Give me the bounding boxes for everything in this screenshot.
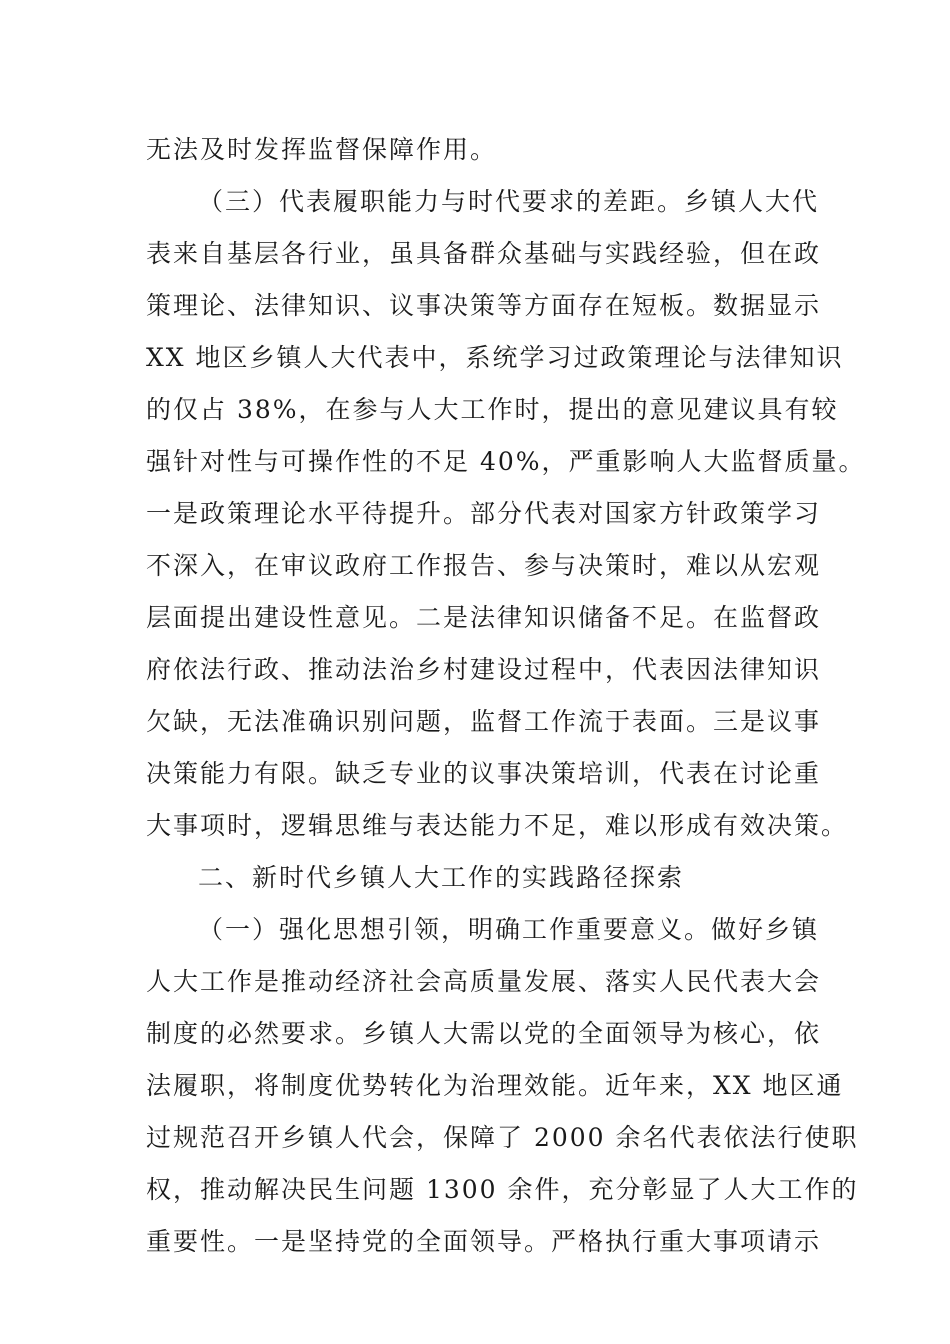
- text-line: 制度的必然要求。乡镇人大需以党的全面领导为核心，依: [146, 1019, 822, 1048]
- text-line: 府依法行政、推动法治乡村建设过程中，代表因法律知识: [146, 655, 822, 684]
- chapter-heading-2: 二、新时代乡镇人大工作的实践路径探索: [198, 863, 685, 892]
- text-line: 的仅占 38%，在参与人大工作时，提出的意见建议具有较: [146, 395, 839, 424]
- text-line: 强针对性与可操作性的不足 40%，严重影响人大监督质量。: [146, 447, 866, 476]
- text-line: 表来自基层各行业，虽具备群众基础与实践经验，但在政: [146, 239, 822, 268]
- text-line: 过规范召开乡镇人代会，保障了 2000 余名代表依法行使职: [146, 1123, 859, 1152]
- text-line: XX 地区乡镇人大代表中，系统学习过政策理论与法律知识: [146, 343, 844, 372]
- text-line: 策理论、法律知识、议事决策等方面存在短板。数据显示: [146, 291, 822, 320]
- text-line: 大事项时，逻辑思维与表达能力不足，难以形成有效决策。: [146, 811, 849, 840]
- section-heading-3: （三）代表履职能力与时代要求的差距。乡镇人大代: [198, 187, 820, 216]
- text-line: 权，推动解决民生问题 1300 余件，充分彰显了人大工作的: [146, 1175, 859, 1204]
- text-line: 法履职，将制度优势转化为治理效能。近年来，XX 地区通: [146, 1071, 844, 1100]
- text-line: 一是政策理论水平待提升。部分代表对国家方针政策学习: [146, 499, 822, 528]
- text-line: 人大工作是推动经济社会高质量发展、落实人民代表大会: [146, 967, 822, 996]
- section-heading-1: （一）强化思想引领，明确工作重要意义。做好乡镇: [198, 915, 820, 944]
- text-line: 欠缺，无法准确识别问题，监督工作流于表面。三是议事: [146, 707, 822, 736]
- document-body: [146, 124, 866, 1268]
- text-line: 无法及时发挥监督保障作用。: [146, 135, 498, 164]
- text-line: 不深入，在审议政府工作报告、参与决策时，难以从宏观: [146, 551, 822, 580]
- text-line: 层面提出建设性意见。二是法律知识储备不足。在监督政: [146, 603, 822, 632]
- text-line: 重要性。一是坚持党的全面领导。严格执行重大事项请示: [146, 1227, 822, 1256]
- text-line: 决策能力有限。缺乏专业的议事决策培训，代表在讨论重: [146, 759, 822, 788]
